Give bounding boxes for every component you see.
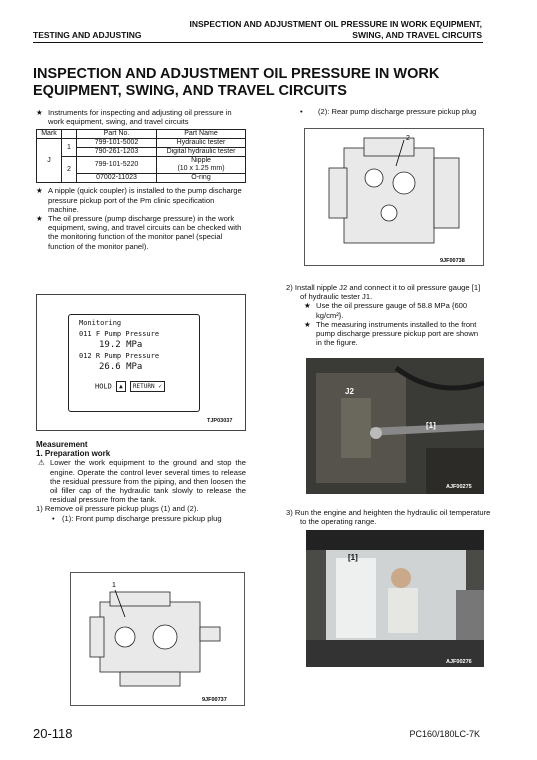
- warning-note: [36, 458, 246, 504]
- measurement-heading: Measurement: [36, 440, 88, 449]
- fig2-code: 9JF00738: [440, 258, 465, 264]
- running-title-line2: SWING, AND TRAVEL CIRCUITS: [352, 30, 482, 40]
- bullet-rear-plug: [300, 107, 485, 116]
- monitor-value1: 19.2 MPa: [99, 340, 143, 350]
- note-nipple: ★ A nipple (quick coupler) is installed to the pump discharge pressure pickup port of the Pm clinic specification machine.: [36, 186, 246, 214]
- photo-shapes: [316, 368, 484, 494]
- table-cell: Digital hydraulic tester: [157, 148, 246, 157]
- table-header: Mark: [37, 130, 62, 139]
- note-monitor: ★ The oil pressure (pump discharge pressure) in the work equipment, swing, and travel circuits can be checked with the monitoring function of the monitor panel (special function of the monitor panel).: [36, 214, 246, 251]
- monitor-line1: 011 F Pump Pressure: [79, 330, 160, 338]
- table-header-spacer: [62, 130, 77, 139]
- running-title-line1: INSPECTION AND ADJUSTMENT OIL PRESSURE IN WORK EQUIPMENT,: [189, 19, 482, 29]
- table-row: [37, 139, 246, 148]
- fig2-callout: 2: [406, 135, 410, 142]
- model-name: PC160/180LC-7K: [409, 729, 480, 739]
- page-title: [33, 66, 493, 100]
- table-cell-sub: 1: [62, 139, 77, 157]
- section-header: TESTING AND ADJUSTING: [33, 30, 142, 40]
- table-cell: [157, 157, 246, 174]
- step1-title: 1. Preparation work: [36, 449, 111, 459]
- step3-text: 3) Run the engine and heighten the hydraulic oil temperature to the operating range.: [286, 508, 491, 527]
- photo1-label-j2: J2: [345, 387, 354, 396]
- header-rule: [33, 42, 483, 43]
- table-row: [37, 157, 246, 174]
- table-cell: O-ring: [157, 174, 246, 183]
- monitor-line2: 012 R Pump Pressure: [79, 352, 160, 360]
- tester-photo: [306, 358, 484, 494]
- table-cell: 799-101-5002: [77, 139, 157, 148]
- table-cell: Hydraulic tester: [157, 139, 246, 148]
- operator-photo: [306, 530, 484, 667]
- up-arrow-icon: ▲: [116, 381, 126, 392]
- photo1-label-1: [1]: [426, 421, 436, 430]
- table-header: Part No.: [77, 130, 157, 139]
- bullet-icon: •: [52, 513, 55, 523]
- warning-text: Lower the work equipment to the ground and stop the engine. Operate the control lever several times to release the residual pressure from the piping, and then loosen the oil filler cap of the hydraulic tank slowly to release the residual pressure from the tank.: [50, 458, 246, 505]
- table-cell: 799-101-5220: [77, 157, 157, 174]
- page-number: 20-118: [33, 726, 73, 741]
- table-cell-line: (10 x 1.25 mm): [177, 165, 225, 173]
- table-cell-sub: 2: [62, 157, 77, 183]
- bullet-front-plug: [36, 514, 246, 523]
- measurement-section: [36, 440, 246, 523]
- table-cell-mark: J: [37, 139, 62, 183]
- return-label: RETURN: [132, 383, 155, 390]
- monitor-value2: 26.6 MPa: [99, 362, 143, 372]
- photo1-code: AJF00275: [446, 484, 472, 490]
- table-header-row: [37, 130, 246, 139]
- fig1-code: 9JF00737: [202, 697, 227, 703]
- front-pump-figure: [70, 572, 245, 706]
- instruments-intro: ★ Instruments for inspecting and adjusting oil pressure in work equipment, swing, and travel circuits: [36, 108, 246, 126]
- rear-pump-figure: [304, 128, 484, 266]
- monitor-keys: [69, 373, 199, 393]
- bullet-icon: •: [300, 107, 303, 116]
- photo-shapes: [306, 530, 484, 667]
- table-cell-line: Nipple: [191, 157, 211, 165]
- monitor-display: [68, 314, 200, 412]
- fig1-callout: 1: [112, 582, 116, 589]
- hold-label: HOLD: [95, 382, 112, 391]
- parts-table: [36, 129, 246, 183]
- page-title-line1: INSPECTION AND ADJUSTMENT OIL PRESSURE IN WORK: [33, 66, 440, 82]
- step2-star2: ★ The measuring instruments installed to the front pump discharge pressure pickup port are shown in the figure.: [304, 320, 484, 348]
- return-key: [130, 381, 165, 392]
- step2-text: 2) Install nipple J2 and connect it to oil pressure gauge [1] of hydraulic tester J1.: [286, 283, 481, 302]
- monitor-title: Monitoring: [79, 319, 122, 327]
- table-header: Part Name: [157, 130, 246, 139]
- step2-star1: ★ Use the oil pressure gauge of 58.8 MPa {600 kg/cm²}.: [304, 301, 484, 319]
- step2-block: [286, 283, 484, 347]
- photo2-code: AJF00276: [446, 659, 472, 665]
- checkmark-icon: ✓: [154, 383, 162, 390]
- bullet-rear-plug-text: (2): Rear pump discharge pressure pickup plug: [318, 107, 477, 116]
- table-cell: 07002-11023: [77, 174, 157, 183]
- left-column: [36, 108, 246, 251]
- substep-1: 1) Remove oil pressure pickup plugs (1) and (2).: [36, 504, 199, 514]
- photo2-label-1: [1]: [348, 553, 358, 562]
- table-cell: 790-261-1203: [77, 148, 157, 157]
- warning-icon: ⚠: [38, 458, 45, 468]
- monitor-fig-code: TJP03037: [207, 418, 233, 424]
- page-title-line2: EQUIPMENT, SWING, AND TRAVEL CIRCUITS: [33, 83, 347, 99]
- bullet-front-plug-text: (1): Front pump discharge pressure pickup plug: [62, 513, 222, 523]
- running-title: [190, 19, 483, 41]
